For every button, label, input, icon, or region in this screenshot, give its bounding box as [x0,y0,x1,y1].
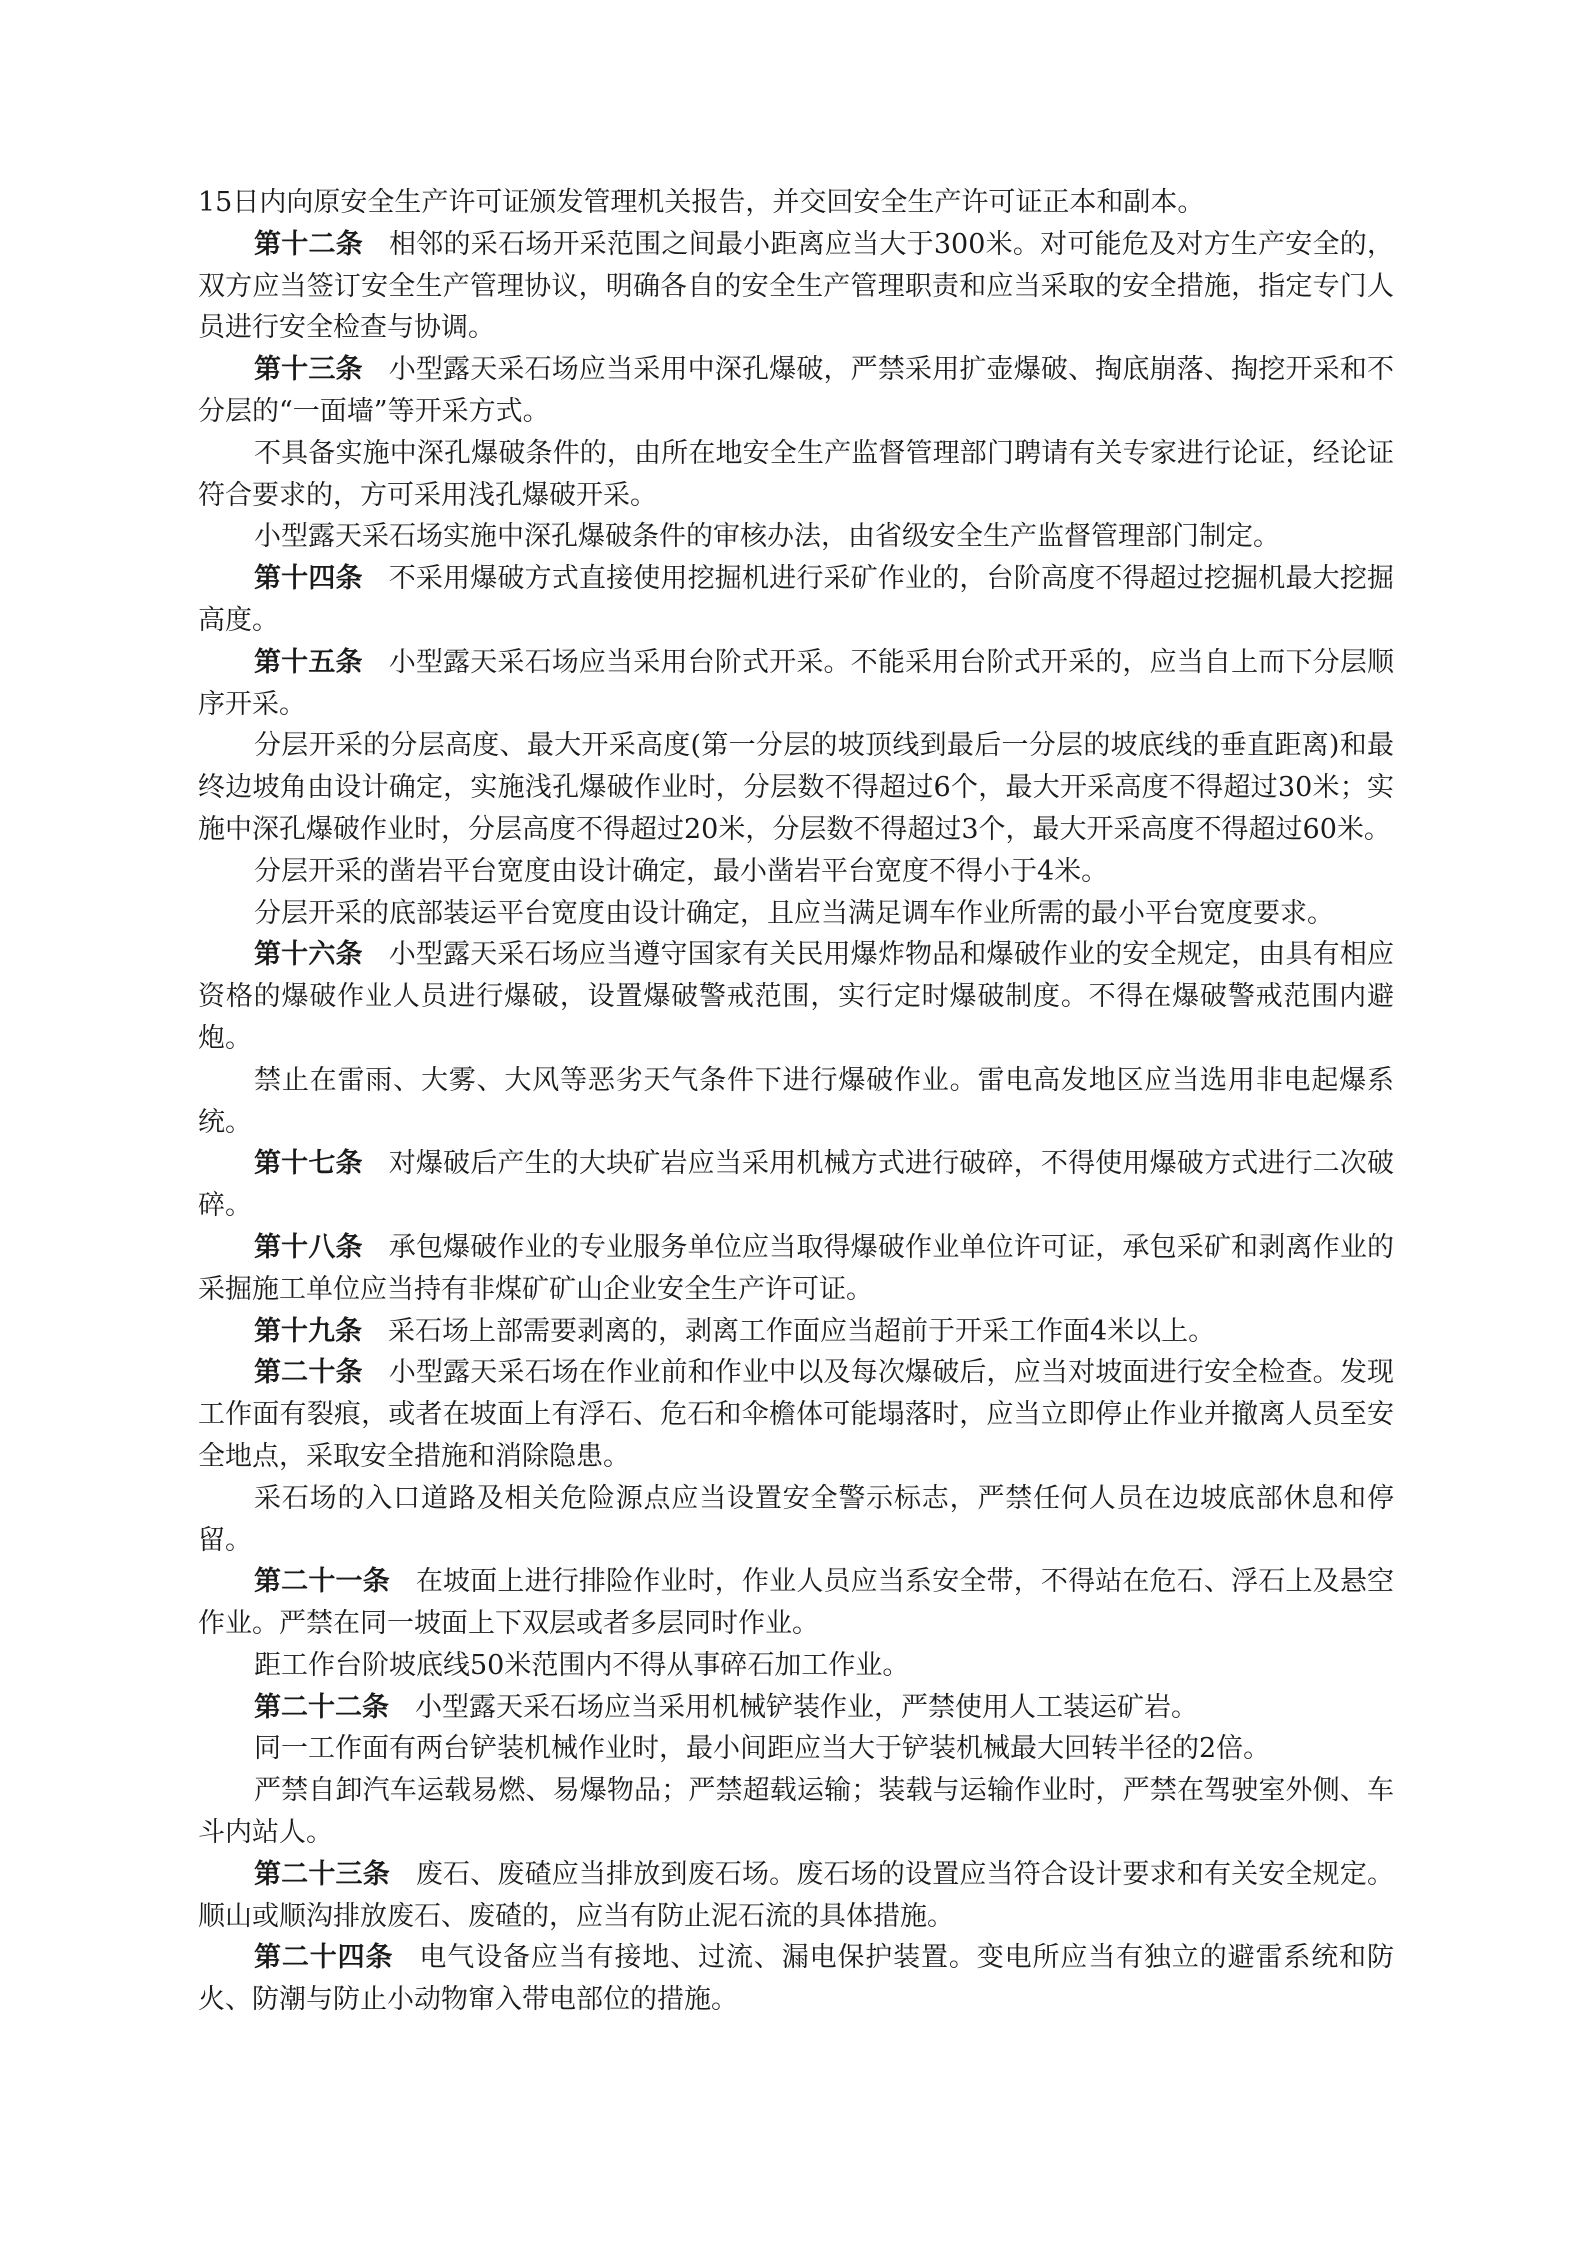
body-paragraph [198,893,1394,935]
article-paragraph [198,558,1394,642]
body-paragraph [198,182,1394,224]
article-number: 第十九条 [254,1315,362,1347]
article-paragraph [198,1687,1394,1729]
article-number: 第十六条 [254,939,363,971]
article-number: 第二十二条 [254,1691,389,1723]
body-paragraph [198,1770,1394,1854]
article-number: 第十八条 [254,1231,363,1263]
article-paragraph [198,1227,1394,1311]
article-paragraph [198,224,1394,349]
paragraph-text: 电气设备应当有接地、过流、漏电保护装置。变电所应当有独立的避雷系统和防火、防潮与防止小动物窜入带电部位的措施。 [198,1942,1394,2016]
paragraph-text: 距工作台阶坡底线50米范围内不得从事碎石加工作业。 [254,1649,910,1681]
article-paragraph [198,1352,1394,1477]
document-page [198,182,1394,2021]
paragraph-text: 分层开采的分层高度、最大开采高度(第一分层的坡顶线到最后一分层的坡底线的垂直距离)和最终边坡角由设计确定，实施浅孔爆破作业时，分层数不得超过6个，最大开采高度不得超过30米；实施中深孔爆破作业时，分层高度不得超过20米，分层数不得超过3个，最大开采高度不得超过60米。 [198,730,1394,845]
paragraph-text: 分层开采的底部装运平台宽度由设计确定，且应当满足调车作业所需的最小平台宽度要求。 [254,897,1334,929]
paragraph-text: 小型露天采石场在作业前和作业中以及每次爆破后，应当对坡面进行安全检查。发现工作面有裂痕，或者在坡面上有浮石、危石和伞檐体可能塌落时，应当立即停止作业并撤离人员至安全地点，采取安全措施和消除隐患。 [198,1357,1395,1472]
article-number: 第二十四条 [254,1942,394,1974]
article-paragraph [198,1937,1394,2021]
body-paragraph [198,516,1394,558]
paragraph-text: 不具备实施中深孔爆破条件的，由所在地安全生产监督管理部门聘请有关专家进行论证，经论证符合要求的，方可采用浅孔爆破开采。 [198,437,1394,511]
body-paragraph [198,1060,1394,1144]
body-paragraph [198,851,1394,893]
paragraph-text: 采石场的入口道路及相关危险源点应当设置安全警示标志，严禁任何人员在边坡底部休息和停留。 [198,1482,1394,1556]
paragraph-text: 严禁自卸汽车运载易燃、易爆物品；严禁超载运输；装载与运输作业时，严禁在驾驶室外侧、车斗内站人。 [198,1775,1394,1849]
body-paragraph [198,725,1394,850]
paragraph-text: 不采用爆破方式直接使用挖掘机进行采矿作业的，台阶高度不得超过挖掘机最大挖掘高度。 [198,563,1395,636]
paragraph-text: 对爆破后产生的大块矿岩应当采用机械方式进行破碎，不得使用爆破方式进行二次破碎。 [198,1148,1395,1222]
article-number: 第十七条 [254,1148,363,1180]
paragraph-text: 小型露天采石场应当遵守国家有关民用爆炸物品和爆破作业的安全规定，由具有相应资格的爆破作业人员进行爆破，设置爆破警戒范围，实行定时爆破制度。不得在爆破警戒范围内避炮。 [198,939,1395,1054]
article-number: 第二十一条 [254,1566,390,1598]
paragraph-text: 小型露天采石场应当采用机械铲装作业，严禁使用人工装运矿岩。 [415,1691,1198,1723]
article-paragraph [198,934,1394,1059]
article-number: 第十二条 [254,228,363,260]
body-paragraph [198,1645,1394,1687]
article-paragraph [198,1561,1394,1645]
paragraph-text: 分层开采的凿岩平台宽度由设计确定，最小凿岩平台宽度不得小于4米。 [254,855,1109,887]
article-number: 第二十三条 [254,1858,390,1890]
article-paragraph [198,349,1394,433]
paragraph-text: 禁止在雷雨、大雾、大风等恶劣天气条件下进行爆破作业。雷电高发地区应当选用非电起爆系统。 [198,1064,1394,1138]
paragraph-text: 小型露天采石场实施中深孔爆破条件的审核办法，由省级安全生产监督管理部门制定。 [254,521,1280,553]
paragraph-text: 采石场上部需要剥离的，剥离工作面应当超前于开采工作面4米以上。 [388,1315,1216,1347]
article-number: 第十五条 [254,646,363,678]
paragraph-text: 同一工作面有两台铲装机械作业时，最小间距应当大于铲装机械最大回转半径的2倍。 [254,1733,1271,1765]
article-number: 第十四条 [254,563,363,595]
paragraph-text: 废石、废碴应当排放到废石场。废石场的设置应当符合设计要求和有关安全规定。顺山或顺沟排放废石、废碴的，应当有防止泥石流的具体措施。 [198,1858,1394,1932]
body-paragraph [198,1728,1394,1770]
paragraph-text: 小型露天采石场应当采用中深孔爆破，严禁采用扩壶爆破、掏底崩落、掏挖开采和不分层的“一面墙”等开采方式。 [198,354,1395,427]
paragraph-text: 在坡面上进行排险作业时，作业人员应当系安全带，不得站在危石、浮石上及悬空作业。严禁在同一坡面上下双层或者多层同时作业。 [198,1566,1394,1640]
article-paragraph [198,1854,1394,1938]
paragraph-text: 15日内向原安全生产许可证颁发管理机关报告，并交回安全生产许可证正本和副本。 [198,187,1205,218]
body-paragraph [198,433,1394,517]
paragraph-text: 相邻的采石场开采范围之间最小距离应当大于300米。对可能危及对方生产安全的，双方应当签订安全生产管理协议，明确各自的安全生产管理职责和应当采取的安全措施，指定专门人员进行安全检查与协调。 [198,228,1395,344]
paragraph-text: 小型露天采石场应当采用台阶式开采。不能采用台阶式开采的，应当自上而下分层顺序开采。 [198,646,1395,720]
article-paragraph [198,1143,1394,1227]
article-number: 第十三条 [254,354,363,386]
article-paragraph [198,1311,1394,1353]
body-paragraph [198,1478,1394,1562]
paragraph-text: 承包爆破作业的专业服务单位应当取得爆破作业单位许可证，承包采矿和剥离作业的采掘施工单位应当持有非煤矿矿山企业安全生产许可证。 [198,1231,1395,1305]
article-number: 第二十条 [254,1357,363,1389]
article-paragraph [198,642,1394,726]
